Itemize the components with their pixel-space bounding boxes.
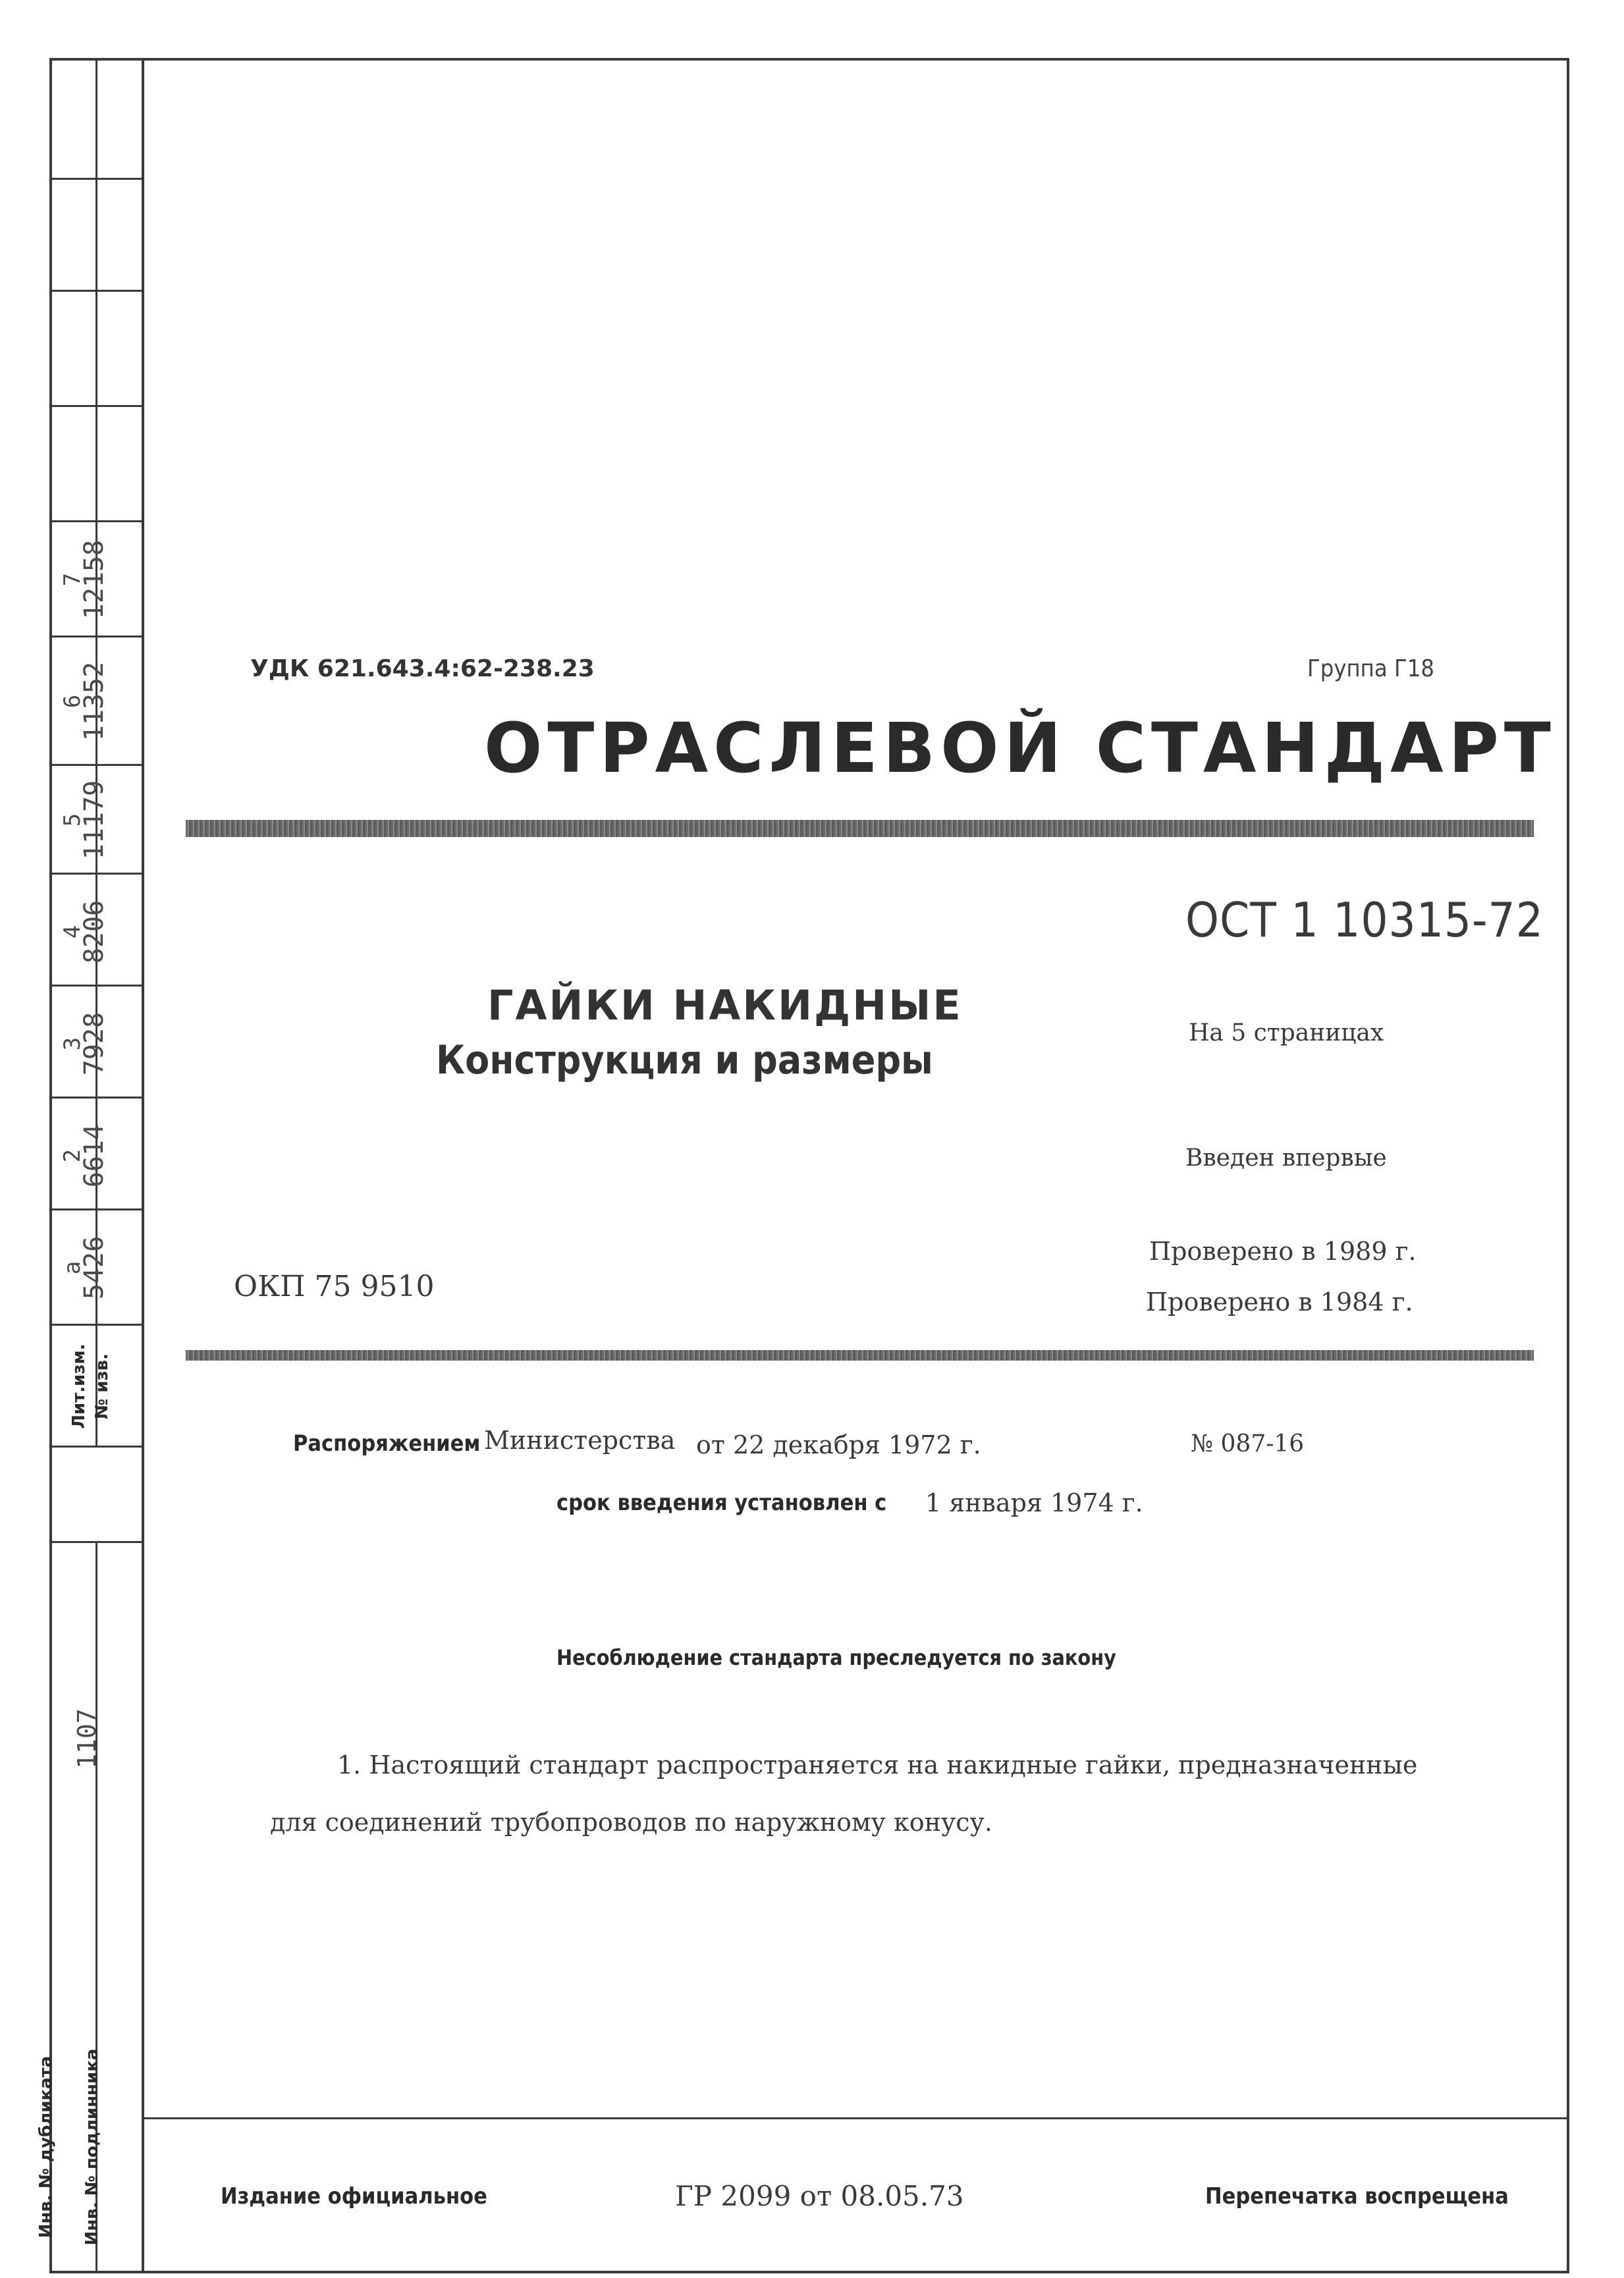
footer-gr: ГР 2099 от 08.05.73: [675, 2180, 964, 2212]
side-label-no-izv: № изв.: [92, 1353, 112, 1419]
introduced-first: Введен впервые: [1185, 1145, 1387, 1172]
frame-right: [1567, 58, 1569, 2273]
side-lit-2: 2: [59, 1149, 86, 1163]
side-lit-3: 3: [59, 1037, 86, 1051]
frame-top: [49, 58, 1569, 61]
pages-count: На 5 страницах: [1189, 1019, 1384, 1046]
footer-rule: [143, 2117, 1568, 2119]
udk-code: УДК 621.643.4:62-238.23: [250, 655, 595, 682]
group-code: Группа Г18: [1307, 655, 1434, 682]
order-by: Министерства: [484, 1426, 676, 1455]
paragraph-1-line-2: для соединений трубопроводов по наружному конусу.: [270, 1808, 992, 1837]
order-number: № 087-16: [1191, 1430, 1305, 1457]
order-date: от 22 декабря 1972 г.: [696, 1430, 981, 1459]
standard-name-1: ГАЙКИ НАКИДНЫЕ: [487, 981, 963, 1029]
side-num-3: 7928: [79, 1012, 109, 1076]
side-num-2: 6614: [79, 1124, 109, 1188]
term-date: 1 января 1974 г.: [925, 1488, 1143, 1517]
side-num-5: 11179: [79, 780, 109, 860]
bottom-rule-band: [186, 1350, 1534, 1361]
side-lit-6: 6: [59, 694, 86, 709]
top-rule-band: [186, 820, 1534, 837]
order-label: Распоряжением: [293, 1430, 481, 1457]
okp-code: ОКП 75 9510: [234, 1270, 435, 1303]
side-num-6: 11352: [79, 661, 109, 742]
standard-name-2: Конструкция и размеры: [436, 1037, 933, 1083]
footer-reprint: Перепечатка воспрещена: [1205, 2183, 1509, 2210]
side-lit-7: 7: [59, 572, 86, 587]
law-notice: Несоблюдение стандарта преследуется по закону: [556, 1645, 1116, 1670]
frame-left: [49, 58, 52, 2273]
side-rule: [49, 1541, 143, 1543]
side-rule: [49, 405, 143, 407]
side-lit-4: 4: [59, 925, 86, 939]
side-num-1: 5426: [79, 1235, 109, 1300]
side-lit-a: а: [59, 1261, 86, 1275]
checked-1989: Проверено в 1989 г.: [1149, 1237, 1417, 1266]
footer-official: Издание официальное: [221, 2183, 487, 2210]
side-label-dup: Инв. № дубликата: [36, 2055, 56, 2238]
side-rule: [49, 1446, 143, 1448]
doc-title: ОТРАСЛЕВОЙ СТАНДАРТ: [484, 708, 1556, 788]
term-label: срок введения установлен с: [556, 1490, 887, 1516]
checked-1984: Проверено в 1984 г.: [1146, 1288, 1413, 1316]
side-num-4: 8206: [79, 900, 109, 964]
side-label-lit-izm: Лит.изм.: [69, 1343, 89, 1429]
side-lit-5: 5: [59, 813, 86, 827]
paragraph-1-line-1: 1. Настоящий стандарт распространяется на накидные гайки, предназначенные: [337, 1750, 1418, 1779]
side-orig-value: 1107: [72, 1708, 101, 1769]
side-rule: [49, 178, 143, 180]
side-label-orig: Инв. № подлинника: [82, 2048, 102, 2246]
margin-column-line: [142, 58, 144, 2273]
side-rule: [49, 290, 143, 292]
frame-bottom: [49, 2271, 1569, 2273]
standard-number: ОСТ 1 10315-72: [1185, 892, 1544, 948]
side-num-7: 12158: [79, 539, 109, 620]
